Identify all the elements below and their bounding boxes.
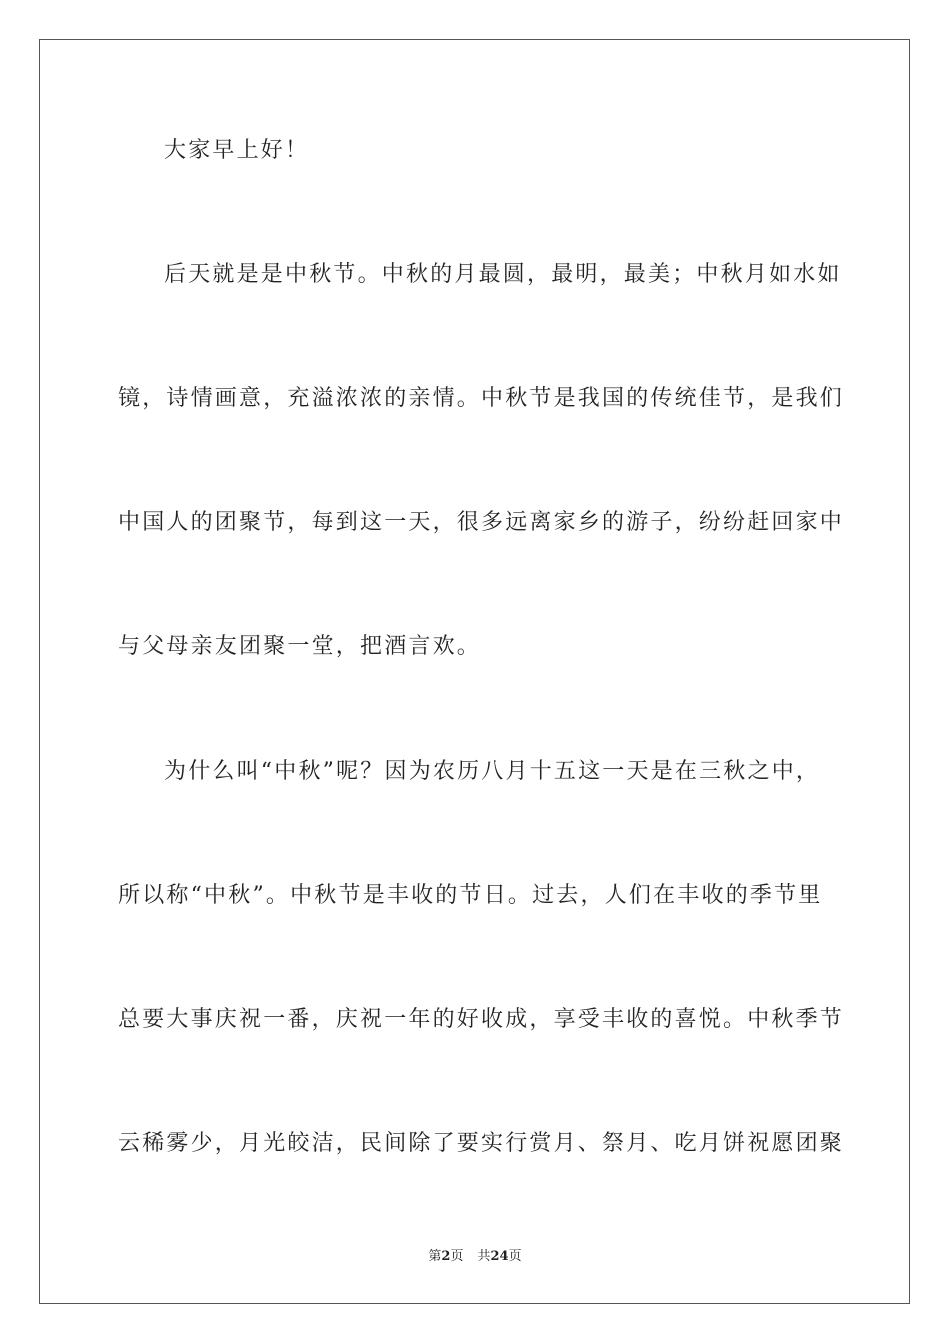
total-suffix: 页 [508,1249,522,1264]
paragraph-line: 大家早上好！ [164,138,310,163]
paragraph-line: 总要大事庆祝一番，庆祝一年的好收成，享受丰收的喜悦。中秋季节 [118,1007,845,1032]
total-prefix: 共 [477,1249,491,1264]
page-number: 2 [441,1249,451,1264]
total-pages: 24 [490,1249,509,1264]
paragraph-line: 所以称“中秋”。中秋节是丰收的节日。过去，人们在丰收的季节里 [118,883,823,908]
page-frame [39,39,910,1304]
page-prefix: 第 [428,1249,442,1264]
paragraph-line: 云稀雾少，月光皎洁，民间除了要实行赏月、祭月、吃月饼祝愿团聚 [118,1131,845,1156]
page-suffix: 页 [450,1249,464,1264]
paragraph-line: 后天就是是中秋节。中秋的月最圆，最明，最美；中秋月如水如 [164,262,842,287]
page-footer [0,1248,950,1266]
paragraph-line: 中国人的团聚节，每到这一天，很多远离家乡的游子，纷纷赶回家中 [118,510,845,535]
paragraph-line: 与父母亲友团聚一堂，把酒言欢。 [118,634,482,659]
paragraph-line: 镜，诗情画意，充溢浓浓的亲情。中秋节是我国的传统佳节，是我们 [118,386,845,411]
paragraph-line: 为什么叫“中秋”呢？因为农历八月十五这一天是在三秋之中， [164,759,821,784]
